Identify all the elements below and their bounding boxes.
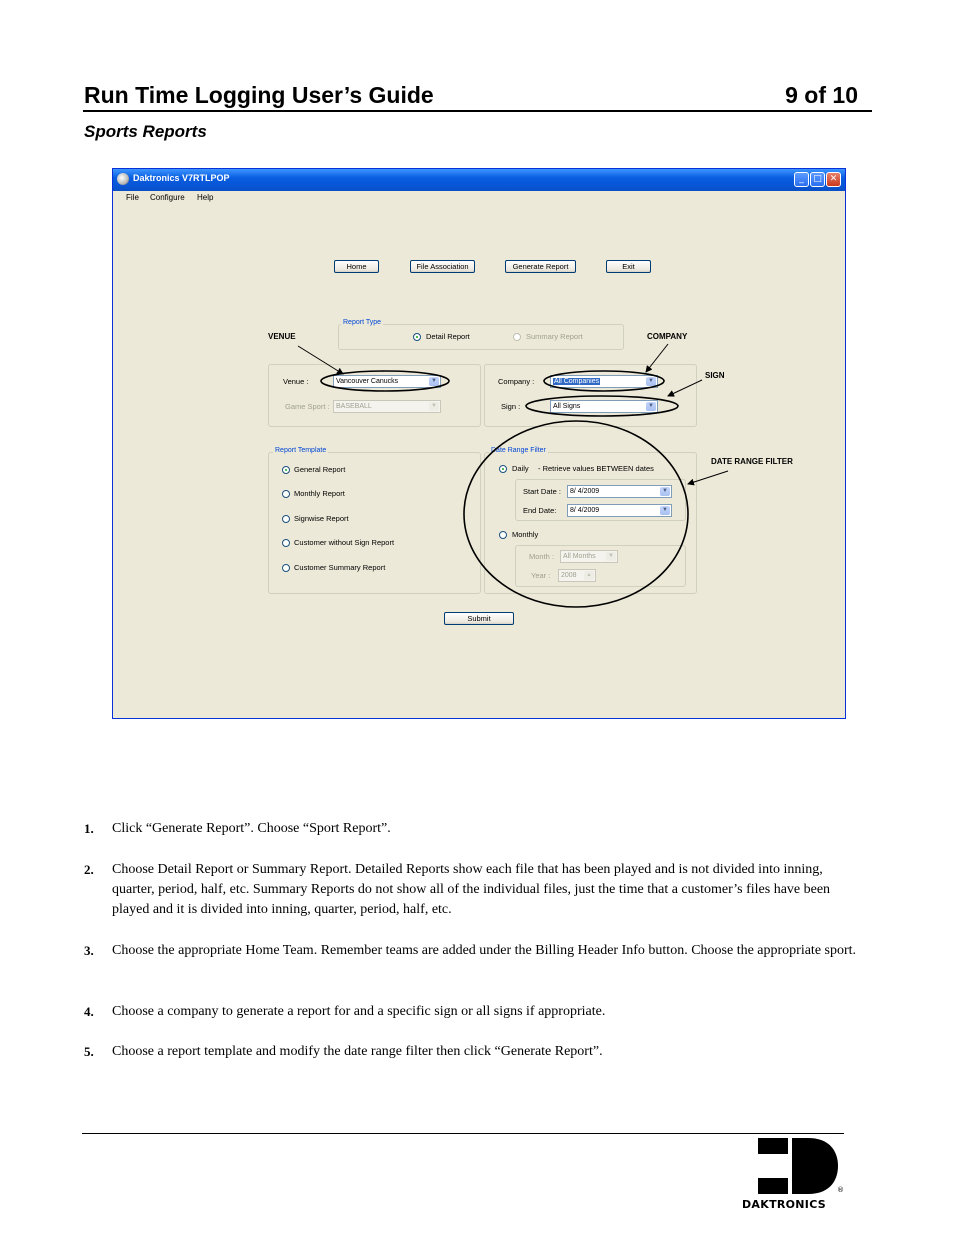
chevron-down-icon[interactable]: ▼ bbox=[429, 402, 439, 411]
menu-configure[interactable]: Configure bbox=[150, 193, 185, 202]
step-text: Click “Generate Report”. Choose “Sport Report”. bbox=[112, 821, 391, 836]
date-range-highlight-ellipse bbox=[464, 421, 688, 607]
menu-help[interactable]: Help bbox=[197, 193, 214, 202]
signwise-report-label[interactable]: Signwise Report bbox=[294, 514, 349, 523]
chevron-down-icon[interactable]: ▼ bbox=[429, 377, 439, 386]
month-label: Month : bbox=[529, 552, 555, 561]
date-range-arrow bbox=[688, 471, 728, 484]
menu-file[interactable]: File bbox=[126, 193, 139, 202]
step-text: Choose a report template and modify the date range filter then click “Generate Report”. bbox=[112, 1044, 603, 1059]
minimize-button[interactable]: _ bbox=[794, 172, 809, 187]
home-button[interactable]: Home bbox=[334, 260, 379, 273]
monthly-label[interactable]: Monthly bbox=[512, 530, 539, 539]
summary-report-label[interactable]: Summary Report bbox=[526, 332, 583, 341]
month-value: All Months bbox=[563, 553, 596, 560]
section-title: Sports Reports bbox=[84, 122, 207, 141]
venue-arrow bbox=[298, 346, 343, 374]
exit-button[interactable]: Exit bbox=[606, 260, 651, 273]
sign-label: Sign : bbox=[501, 402, 521, 411]
detail-report-label[interactable]: Detail Report bbox=[426, 332, 470, 341]
customer-without-sign-report-label[interactable]: Customer without Sign Report bbox=[294, 538, 395, 547]
step-number: 3. bbox=[84, 943, 94, 958]
daily-label[interactable]: Daily bbox=[512, 464, 529, 473]
step-number: 5. bbox=[84, 1044, 94, 1059]
venue-value: Vancouver Canucks bbox=[336, 378, 399, 385]
registered-mark: ® bbox=[837, 1186, 844, 1194]
chevron-down-icon[interactable]: ▼ bbox=[646, 402, 656, 411]
year-label: Year : bbox=[531, 571, 551, 580]
sign-value: All Signs bbox=[553, 403, 581, 410]
submit-button[interactable]: Submit bbox=[444, 612, 514, 625]
company-arrow bbox=[646, 344, 668, 372]
maximize-button[interactable]: □ bbox=[810, 172, 825, 187]
customer-summary-report-label[interactable]: Customer Summary Report bbox=[294, 563, 386, 572]
step-text: Choose Detail Report or Summary Report. Detailed Reports show each file that has been played and is not divided into inning, quarter, period, half, etc. Summary Reports do not show all of the individual files, just the time that a customer’s files have been played and it is divided into inning, quarter, period, half, etc. bbox=[112, 862, 831, 917]
venue-label: Venue : bbox=[283, 377, 309, 386]
chevron-down-icon[interactable]: ▼ bbox=[660, 506, 670, 515]
end-date-label: End Date: bbox=[523, 506, 557, 515]
step-number: 4. bbox=[84, 1004, 94, 1019]
year-value: 2008 bbox=[561, 572, 577, 579]
report-template-legend: Report Template bbox=[275, 447, 327, 454]
sign-callout: SIGN bbox=[705, 371, 725, 380]
daktronics-logo-icon bbox=[758, 1138, 842, 1196]
date-range-callout: DATE RANGE FILTER bbox=[711, 457, 793, 466]
daktronics-wordmark: DAKTRONICS bbox=[742, 1198, 826, 1211]
start-date-label: Start Date : bbox=[523, 487, 561, 496]
company-callout: COMPANY bbox=[647, 332, 688, 341]
report-type-legend: Report Type bbox=[343, 319, 382, 326]
general-report-label[interactable]: General Report bbox=[294, 465, 346, 474]
step-number: 2. bbox=[84, 862, 94, 877]
chevron-down-icon[interactable]: ▼ bbox=[606, 552, 616, 561]
daily-note: - Retrieve values BETWEEN dates bbox=[538, 464, 654, 473]
footer-rule bbox=[82, 1133, 844, 1134]
window-title: Daktronics V7RTLPOP bbox=[133, 173, 230, 183]
end-date-value: 8/ 4/2009 bbox=[570, 507, 600, 514]
company-label: Company : bbox=[498, 377, 535, 386]
step-text: Choose a company to generate a report for and a specific sign or all signs if appropriate. bbox=[112, 1004, 606, 1019]
chevron-down-icon[interactable]: ▼ bbox=[646, 377, 656, 386]
document-title: Run Time Logging User’s Guide bbox=[84, 82, 434, 108]
spinner-arrows-icon[interactable]: ▲ bbox=[584, 571, 594, 580]
venue-callout: VENUE bbox=[268, 332, 296, 341]
company-value: All Companies bbox=[554, 378, 600, 385]
sign-arrow bbox=[668, 380, 702, 396]
file-association-button[interactable]: File Association bbox=[410, 260, 475, 273]
close-button[interactable]: ✕ bbox=[826, 172, 841, 187]
start-date-value: 8/ 4/2009 bbox=[570, 488, 600, 495]
venue-highlight-ellipse bbox=[321, 371, 449, 391]
date-range-legend: Date Range Filter bbox=[491, 447, 546, 454]
monthly-report-label[interactable]: Monthly Report bbox=[294, 489, 345, 498]
step-number: 1. bbox=[84, 821, 94, 836]
game-sport-label: Game Sport : bbox=[285, 402, 330, 411]
page-number: 9 of 10 bbox=[785, 82, 858, 108]
sign-highlight-ellipse bbox=[526, 396, 678, 416]
generate-report-button[interactable]: Generate Report bbox=[505, 260, 576, 273]
chevron-down-icon[interactable]: ▼ bbox=[660, 487, 670, 496]
game-sport-value: BASEBALL bbox=[336, 403, 372, 410]
company-highlight-ellipse bbox=[544, 371, 664, 391]
step-text: Choose the appropriate Home Team. Remember teams are added under the Billing Header Info button. Choose the appropriate sport. bbox=[112, 943, 857, 958]
